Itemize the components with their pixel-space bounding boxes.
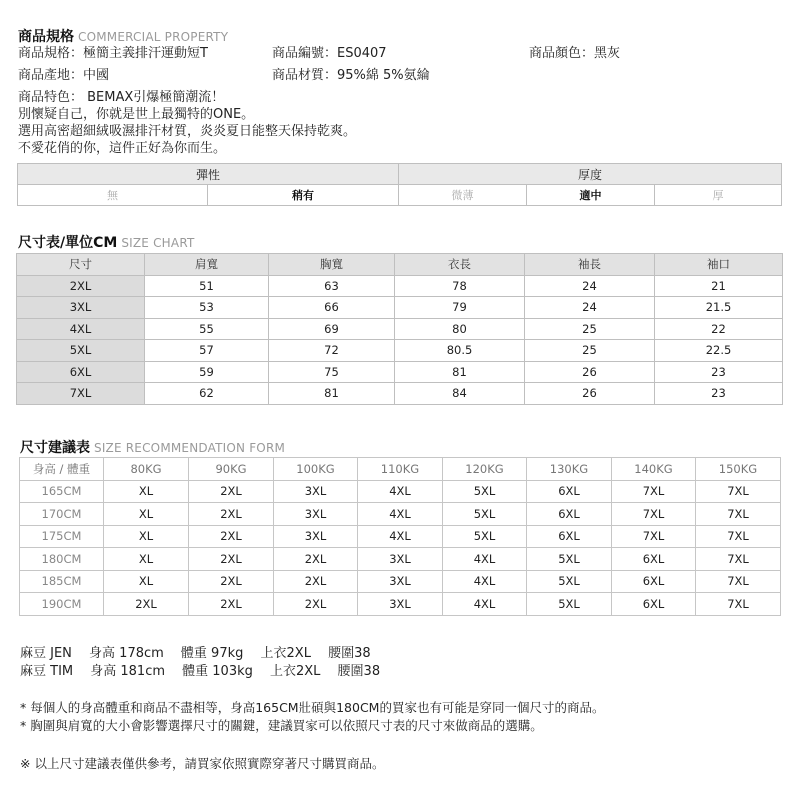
table-cell: 84 xyxy=(395,383,525,405)
row-label: 165CM xyxy=(20,480,104,503)
table-cell: 6XL xyxy=(527,503,612,526)
thickness-option-thick: 厚 xyxy=(655,185,782,206)
size-chart-row xyxy=(17,275,783,297)
table-cell: 4XL xyxy=(358,480,443,503)
spec-color: 商品顏色：黑灰 xyxy=(529,46,621,61)
elasticity-option-slight: 稍有 xyxy=(208,185,399,206)
row-label: 170CM xyxy=(20,503,104,526)
table-cell: 81 xyxy=(395,361,525,383)
size-chart-row xyxy=(17,297,783,319)
spec-feature-4: 不愛花俏的你，這件正好為你而生。 xyxy=(18,141,227,156)
product-spec-title-en: COMMERCIAL PROPERTY xyxy=(78,30,229,44)
size-chart-heading xyxy=(18,232,195,252)
size-chart-row xyxy=(17,340,783,362)
table-cell: 3XL xyxy=(274,503,358,526)
thickness-header: 厚度 xyxy=(399,164,782,185)
table-cell: 3XL xyxy=(358,548,443,571)
column-header: 150KG xyxy=(696,458,781,481)
thickness-option-medium: 適中 xyxy=(527,185,655,206)
table-cell: 23 xyxy=(655,361,783,383)
table-cell: XL xyxy=(104,480,189,503)
column-header: 140KG xyxy=(612,458,696,481)
row-label: 5XL xyxy=(17,340,145,362)
size-chart-title-en: SIZE CHART xyxy=(121,236,195,250)
table-cell: XL xyxy=(104,525,189,548)
column-header: 肩寬 xyxy=(145,254,269,276)
spec-feature-2: 別懷疑自己，你就是世上最獨特的ONE。 xyxy=(18,107,255,122)
column-header: 110KG xyxy=(358,458,443,481)
table-cell: 2XL xyxy=(274,593,358,616)
recommendation-row xyxy=(20,548,781,571)
column-header: 90KG xyxy=(189,458,274,481)
table-cell: 7XL xyxy=(612,525,696,548)
size-chart-header-row xyxy=(17,254,783,276)
table-cell: XL xyxy=(104,548,189,571)
table-cell: 6XL xyxy=(527,525,612,548)
row-label: 7XL xyxy=(17,383,145,405)
column-header: 袖長 xyxy=(525,254,655,276)
table-cell: 62 xyxy=(145,383,269,405)
table-cell: 3XL xyxy=(358,570,443,593)
column-header: 120KG xyxy=(443,458,527,481)
table-cell: 5XL xyxy=(527,570,612,593)
recommendation-table xyxy=(19,457,781,616)
row-label: 175CM xyxy=(20,525,104,548)
model-tim: 麻豆 TIM 身高 181cm 體重 103kg 上衣2XL 腰圍38 xyxy=(20,664,381,679)
table-cell: 69 xyxy=(269,318,395,340)
table-cell: 2XL xyxy=(274,548,358,571)
column-header: 袖口 xyxy=(655,254,783,276)
elasticity-thickness-table xyxy=(17,163,782,206)
row-label: 4XL xyxy=(17,318,145,340)
spec-material: 商品材質：95%綿 5%氨綸 xyxy=(272,68,430,83)
row-label: 6XL xyxy=(17,361,145,383)
spec-feature-1: 商品特色： BEMAX引爆極簡潮流！ xyxy=(18,90,225,105)
table-cell: 7XL xyxy=(696,548,781,571)
table-cell: 7XL xyxy=(696,525,781,548)
table-cell: 66 xyxy=(269,297,395,319)
spec-name: 商品規格：極簡主義排汗運動短T xyxy=(18,46,208,61)
column-header: 80KG xyxy=(104,458,189,481)
elasticity-header: 彈性 xyxy=(18,164,399,185)
table-cell: 3XL xyxy=(358,593,443,616)
table-cell: 55 xyxy=(145,318,269,340)
size-chart-row xyxy=(17,361,783,383)
table-cell: 23 xyxy=(655,383,783,405)
note-2: * 胸圍與肩寬的大小會影響選擇尺寸的關鍵，建議買家可以依照尺寸表的尺寸來做商品的選購。 xyxy=(20,718,543,733)
row-label: 190CM xyxy=(20,593,104,616)
table-cell: 51 xyxy=(145,275,269,297)
table-cell: 4XL xyxy=(358,525,443,548)
note-1: * 每個人的身高體重和商品不盡相等，身高165CM壯碩與180CM的買家也有可能是穿同一個尺寸的商品。 xyxy=(20,700,605,715)
table-cell: 2XL xyxy=(189,593,274,616)
table-cell: 5XL xyxy=(443,525,527,548)
table-cell: 7XL xyxy=(696,480,781,503)
table-cell: 24 xyxy=(525,297,655,319)
column-header: 尺寸 xyxy=(17,254,145,276)
table-cell: 7XL xyxy=(612,480,696,503)
size-chart-row xyxy=(17,383,783,405)
table-cell: 79 xyxy=(395,297,525,319)
table-cell: 6XL xyxy=(612,570,696,593)
table-cell: 59 xyxy=(145,361,269,383)
table-cell: 26 xyxy=(525,383,655,405)
table-cell: 7XL xyxy=(696,593,781,616)
table-cell: 7XL xyxy=(696,503,781,526)
table-cell: 80 xyxy=(395,318,525,340)
recommendation-header-row xyxy=(20,458,781,481)
table-cell: 6XL xyxy=(612,593,696,616)
table-cell: 2XL xyxy=(104,593,189,616)
table-cell: 22.5 xyxy=(655,340,783,362)
table-cell: 72 xyxy=(269,340,395,362)
table-cell: 5XL xyxy=(527,593,612,616)
column-header: 衣長 xyxy=(395,254,525,276)
table-cell: 75 xyxy=(269,361,395,383)
recommendation-row xyxy=(20,570,781,593)
table-cell: 2XL xyxy=(189,480,274,503)
recommendation-heading xyxy=(20,437,285,457)
elasticity-option-none: 無 xyxy=(18,185,208,206)
table-cell: 5XL xyxy=(443,503,527,526)
disclaimer: ※ 以上尺寸建議表僅供參考，請買家依照實際穿著尺寸購買商品。 xyxy=(20,756,385,771)
row-label: 185CM xyxy=(20,570,104,593)
table-cell: 5XL xyxy=(443,480,527,503)
table-cell: 63 xyxy=(269,275,395,297)
size-chart-title: 尺寸表/單位CM xyxy=(18,235,118,251)
thickness-option-thin: 微薄 xyxy=(399,185,527,206)
table-cell: 4XL xyxy=(358,503,443,526)
table-cell: 80.5 xyxy=(395,340,525,362)
table-cell: 2XL xyxy=(189,548,274,571)
table-cell: 21.5 xyxy=(655,297,783,319)
size-chart-row xyxy=(17,318,783,340)
table-cell: XL xyxy=(104,503,189,526)
recommendation-row xyxy=(20,593,781,616)
table-cell: 7XL xyxy=(612,503,696,526)
size-chart-table xyxy=(16,253,783,405)
product-spec-heading xyxy=(18,26,228,46)
table-cell: 22 xyxy=(655,318,783,340)
table-cell: 6XL xyxy=(527,480,612,503)
table-cell: 57 xyxy=(145,340,269,362)
table-cell: 53 xyxy=(145,297,269,319)
table-cell: 3XL xyxy=(274,525,358,548)
table-cell: XL xyxy=(104,570,189,593)
table-cell: 25 xyxy=(525,340,655,362)
spec-origin: 商品產地：中國 xyxy=(18,68,110,83)
table-cell: 26 xyxy=(525,361,655,383)
table-cell: 24 xyxy=(525,275,655,297)
row-label: 2XL xyxy=(17,275,145,297)
column-header: 130KG xyxy=(527,458,612,481)
table-cell: 25 xyxy=(525,318,655,340)
spec-code: 商品編號：ES0407 xyxy=(272,46,387,61)
model-jen: 麻豆 JEN 身高 178cm 體重 97kg 上衣2XL 腰圍38 xyxy=(20,646,371,661)
recommendation-row xyxy=(20,525,781,548)
table-cell: 5XL xyxy=(527,548,612,571)
table-cell: 2XL xyxy=(189,525,274,548)
table-cell: 4XL xyxy=(443,593,527,616)
row-label: 180CM xyxy=(20,548,104,571)
recommendation-row xyxy=(20,503,781,526)
row-label: 3XL xyxy=(17,297,145,319)
table-cell: 3XL xyxy=(274,480,358,503)
table-cell: 81 xyxy=(269,383,395,405)
column-header: 胸寬 xyxy=(269,254,395,276)
column-header: 100KG xyxy=(274,458,358,481)
table-cell: 4XL xyxy=(443,570,527,593)
recommendation-title: 尺寸建議表 xyxy=(20,440,90,456)
table-cell: 4XL xyxy=(443,548,527,571)
recommendation-title-en: SIZE RECOMMENDATION FORM xyxy=(94,441,286,455)
spec-feature-3: 選用高密超細絨吸濕排汗材質，炎炎夏日能整天保持乾爽。 xyxy=(18,124,357,139)
table-cell: 2XL xyxy=(274,570,358,593)
table-cell: 21 xyxy=(655,275,783,297)
recommendation-row xyxy=(20,480,781,503)
table-cell: 7XL xyxy=(696,570,781,593)
table-cell: 2XL xyxy=(189,503,274,526)
table-cell: 2XL xyxy=(189,570,274,593)
table-cell: 6XL xyxy=(612,548,696,571)
table-cell: 78 xyxy=(395,275,525,297)
product-spec-title: 商品規格 xyxy=(18,29,74,45)
column-header: 身高 / 體重 xyxy=(20,458,104,481)
